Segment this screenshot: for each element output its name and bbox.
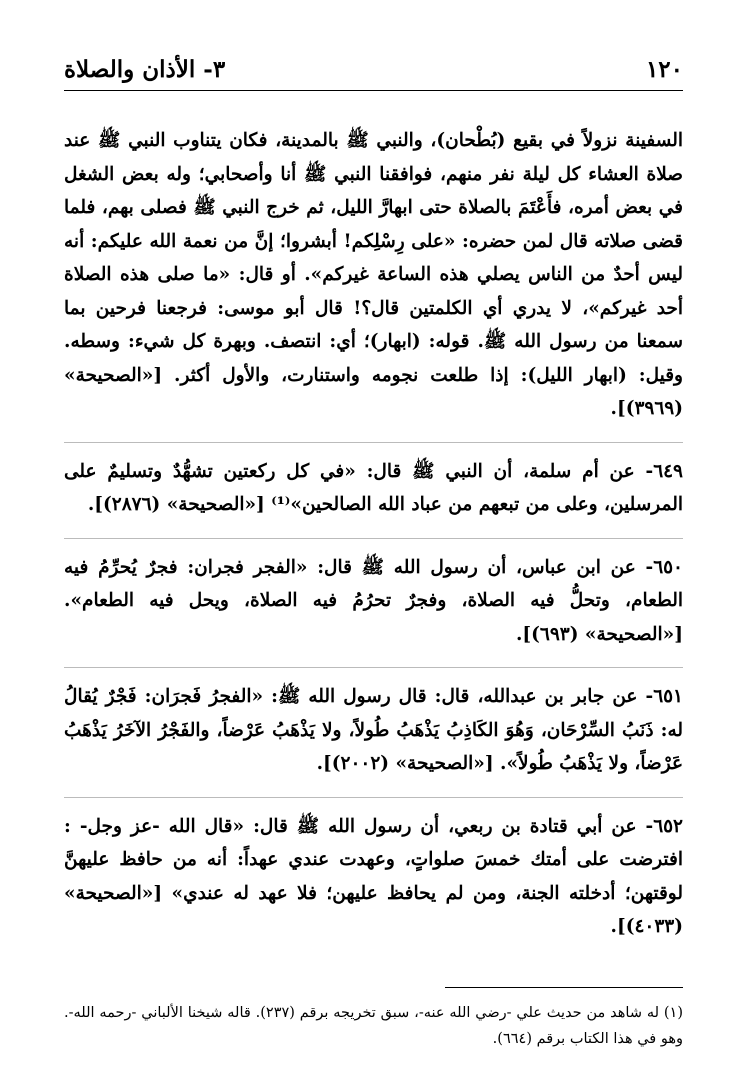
footnote-divider bbox=[445, 987, 683, 988]
hadith-649: ٦٤٩- عن أم سلمة، أن النبي ﷺ قال: «في كل ركعتين تشهُّدٌ وتسليمٌ على المرسلين، وعلى من تبعهم من عباد الله الصالحين»⁽¹⁾ [«الصحيحة» (٢٨٧٦)]. bbox=[64, 460, 683, 515]
page-header bbox=[64, 52, 683, 86]
paragraph-divider bbox=[64, 442, 683, 443]
header-divider bbox=[64, 90, 683, 91]
hadith-650: ٦٥٠- عن ابن عباس، أن رسول الله ﷺ قال: «الفجر فجران: فجرٌ يُحرِّمُ فيه الطعام، وتحلُّ فيه الصلاة، وفجرٌ تحرُمُ فيه الصلاة، ويحل فيه الطعام». [«الصحيحة» (٦٩٣)]. bbox=[64, 556, 683, 645]
paragraph-divider bbox=[64, 797, 683, 798]
paragraph-divider bbox=[64, 667, 683, 668]
hadith-651: ٦٥١- عن جابر بن عبدالله، قال: قال رسول الله ﷺ: «الفجرُ فَجرَان: فَجْرٌ يُقالُ له: ذَنَبُ السِّرْحَان، وَهُوَ الكَاذِبُ يَذْهَبُ طُولاً، ولا يَذْهَبُ عَرْضاً، والفَجْرُ الآخَرُ يَذْهَبُ عَرْضاً، ولا يَذْهَبُ طُولاً». [«الصحيحة» (٢٠٠٢)]. bbox=[64, 686, 683, 774]
continued-hadith-paragraph: السفينة نزولاً في بقيع (بُطْحان)، والنبي ﷺ بالمدينة، فكان يتناوب النبي ﷺ عند صلاة العشاء كل ليلة نفر منهم، فوافقنا النبي ﷺ أنا وأصحابي؛ وله بعض الشغل في بعض أمره، فأَعْتَمَ بالصلاة حتى ابهارَّ الليل، ثم خرج النبي ﷺ فصلى بهم، فلما قضى صلاته قال لمن حضره: «على رِسْلِكم! أبشروا؛ إنَّ من نعمة الله عليكم: أنه ليس أحدٌ من الناس يصلي هذه الساعة غيركم». أو قال: «ما صلى هذه الصلاة أحد غيركم»، لا يدري أي الكلمتين قال؟! قال أبو موسى: فرجعنا فرحين بما سمعنا من رسول الله ﷺ. قوله: (ابهار)؛ أي: انتصف. وبهرة كل شيء: وسطه. وقيل: (ابهار الليل): إذا طلعت نجومه واستنارت، والأول أكثر. [«الصحيحة» (٣٩٦٩)]. bbox=[64, 130, 683, 419]
chapter-title: ٣- الأذان والصلاة bbox=[64, 55, 226, 83]
page-number: ١٢٠ bbox=[645, 55, 683, 83]
footnote: (١) له شاهد من حديث علي -رضي الله عنه-، سبق تخريجه برقم (٢٣٧). قاله شيخنا الألباني -رحمه الله-. وهو في هذا الكتاب برقم (٦٦٤). bbox=[64, 1005, 683, 1047]
page-body bbox=[64, 124, 683, 960]
paragraph-divider bbox=[64, 538, 683, 539]
hadith-652: ٦٥٢- عن أبي قتادة بن ربعي، أن رسول الله ﷺ قال: «قال الله -عز وجل- : افترضت على أمتك خمسَ صلواتٍ، وعهدت عندي عهداً: أنه من حافظ عليهنَّ لوقتهن؛ أدخلته الجنة، ومن لم يحافظ عليهن؛ فلا عهد له عندي» [«الصحيحة» (٤٠٣٣)]. bbox=[64, 815, 683, 937]
